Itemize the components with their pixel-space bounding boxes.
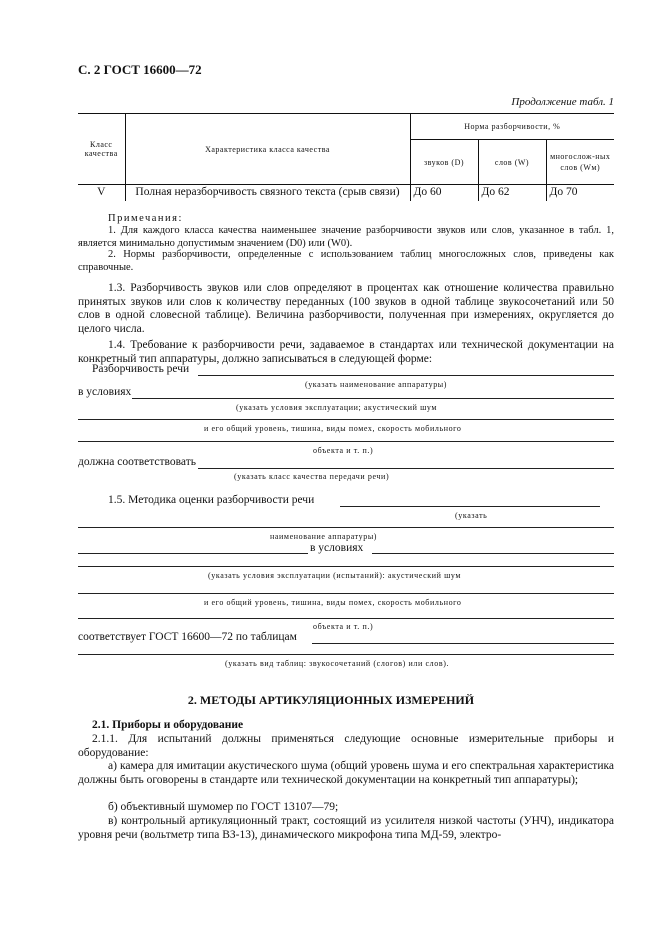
p15-caption-2: наименование аппаратуры) <box>270 532 378 541</box>
p15-line-9 <box>78 654 614 655</box>
form1-must-label: должна соответствовать <box>78 456 196 468</box>
col-words: слов (W) <box>478 140 546 185</box>
p15-line-5 <box>78 566 614 567</box>
p15-line-2 <box>78 527 614 528</box>
cell-sounds: До 60 <box>410 185 478 201</box>
table-continuation: Продолжение табл. 1 <box>511 96 614 108</box>
form1-line-4 <box>78 441 614 442</box>
p15-caption-1: (указать <box>455 511 488 520</box>
table-row <box>78 185 614 201</box>
note-2: 2. Нормы разборчивости, определенные с использованием таблиц многосложных слов, приведены как справочные. <box>78 249 614 273</box>
form1-line-3 <box>78 419 614 420</box>
col-characteristic: Характеристика класса качества <box>125 114 410 185</box>
item-b: б) объективный шумомер по ГОСТ 13107—79; <box>108 801 339 813</box>
item-v: в) контрольный артикуляционный тракт, состоящий из усилителя низкой частоты (УНЧ), индикатора уровня речи (вольтметр типа ВЗ-13), динамического микрофона типа МД-59, электро- <box>78 815 614 841</box>
form1-line-5 <box>198 468 614 469</box>
para-1-3: 1.3. Разборчивость звуков или слов определяют в процентах как отношение количества правильно принятых звуков или слов к количеству переданных (100 звуков в одной таблице звукосочетаний или 50 слов в одной словесной таблице). Величина разборчивости, полученная при измерениях, округляется до целого числа. <box>78 282 614 335</box>
cell-multi: До 70 <box>546 185 614 201</box>
para-2-1-1: 2.1.1. Для испытаний должны применяться следующие основные измерительные приборы и оборудование: <box>78 733 614 759</box>
para-1-4: 1.4. Требование к разборчивости речи, задаваемое в стандартах или технической документации на конкретный тип аппаратуры, должно записываться в следующей форме: <box>78 339 614 365</box>
cell-words: До 62 <box>478 185 546 201</box>
p15-line-6 <box>78 593 614 594</box>
form1-caption-2: (указать условия эксплуатации; акустический шум <box>236 403 438 412</box>
form1-line-2 <box>132 398 614 399</box>
form1-caption-5: (указать класс качества передачи речи) <box>234 472 390 481</box>
form1-caption-1: (указать наименование аппаратуры) <box>304 380 448 389</box>
p15-conditions-label: в условиях <box>310 542 364 554</box>
col-norm-group: Норма разборчивости, % <box>410 114 614 140</box>
item-a: а) камера для имитации акустического шума (общий уровень шума и его спектральная характеристика должны быть оговорены в стандарте или технической документации на конкретный тип аппаратуры); <box>78 760 614 786</box>
form1-caption-3: и его общий уровень, тишина, виды помех, скорость мобильного <box>204 424 462 433</box>
p15-caption-3: (указать условия эксплуатации (испытаний): акустический шум <box>208 571 462 580</box>
cell-class: V <box>78 185 125 201</box>
subsection-2-1: 2.1. Приборы и оборудование <box>92 719 244 731</box>
notes-heading: Примечания: <box>108 213 183 224</box>
p15-line-4 <box>372 553 614 554</box>
norms-table <box>78 113 614 201</box>
form1-conditions-label: в условиях <box>78 386 132 398</box>
cell-characteristic: Полная неразборчивость связного текста (срыв связи) <box>125 185 410 201</box>
form1-line-1 <box>198 375 614 376</box>
col-sounds: звуков (D) <box>410 140 478 185</box>
col-multi: многослож-ных слов (Wм) <box>546 140 614 185</box>
p15-caption-6: (указать вид таблиц: звукосочетаний (слогов) или слов). <box>225 659 450 668</box>
col-class: Класс качества <box>78 114 125 185</box>
p15-complies-label: соответствует ГОСТ 16600—72 по таблицам <box>78 631 297 643</box>
page-header: С. 2 ГОСТ 16600—72 <box>78 62 202 77</box>
p15-caption-4: и его общий уровень, тишина, виды помех, скорость мобильного <box>204 598 462 607</box>
note-1: 1. Для каждого класса качества наименьшее значение разборчивости звуков или слов, указанное в табл. 1, является минимально допустимым значением (D0) или (W0). <box>78 225 614 249</box>
para-1-5-label: 1.5. Методика оценки разборчивости речи <box>108 494 315 506</box>
section-2-title: 2. МЕТОДЫ АРТИКУЛЯЦИОННЫХ ИЗМЕРЕНИЙ <box>187 693 475 707</box>
p15-line-8 <box>312 643 614 644</box>
form1-speech-label: Разборчивость речи <box>92 363 190 375</box>
p15-caption-5: объекта и т. п.) <box>313 622 374 631</box>
form1-caption-4: объекта и т. п.) <box>313 446 374 455</box>
p15-line-1 <box>340 506 600 507</box>
p15-line-7 <box>78 618 614 619</box>
p15-line-3 <box>78 553 308 554</box>
